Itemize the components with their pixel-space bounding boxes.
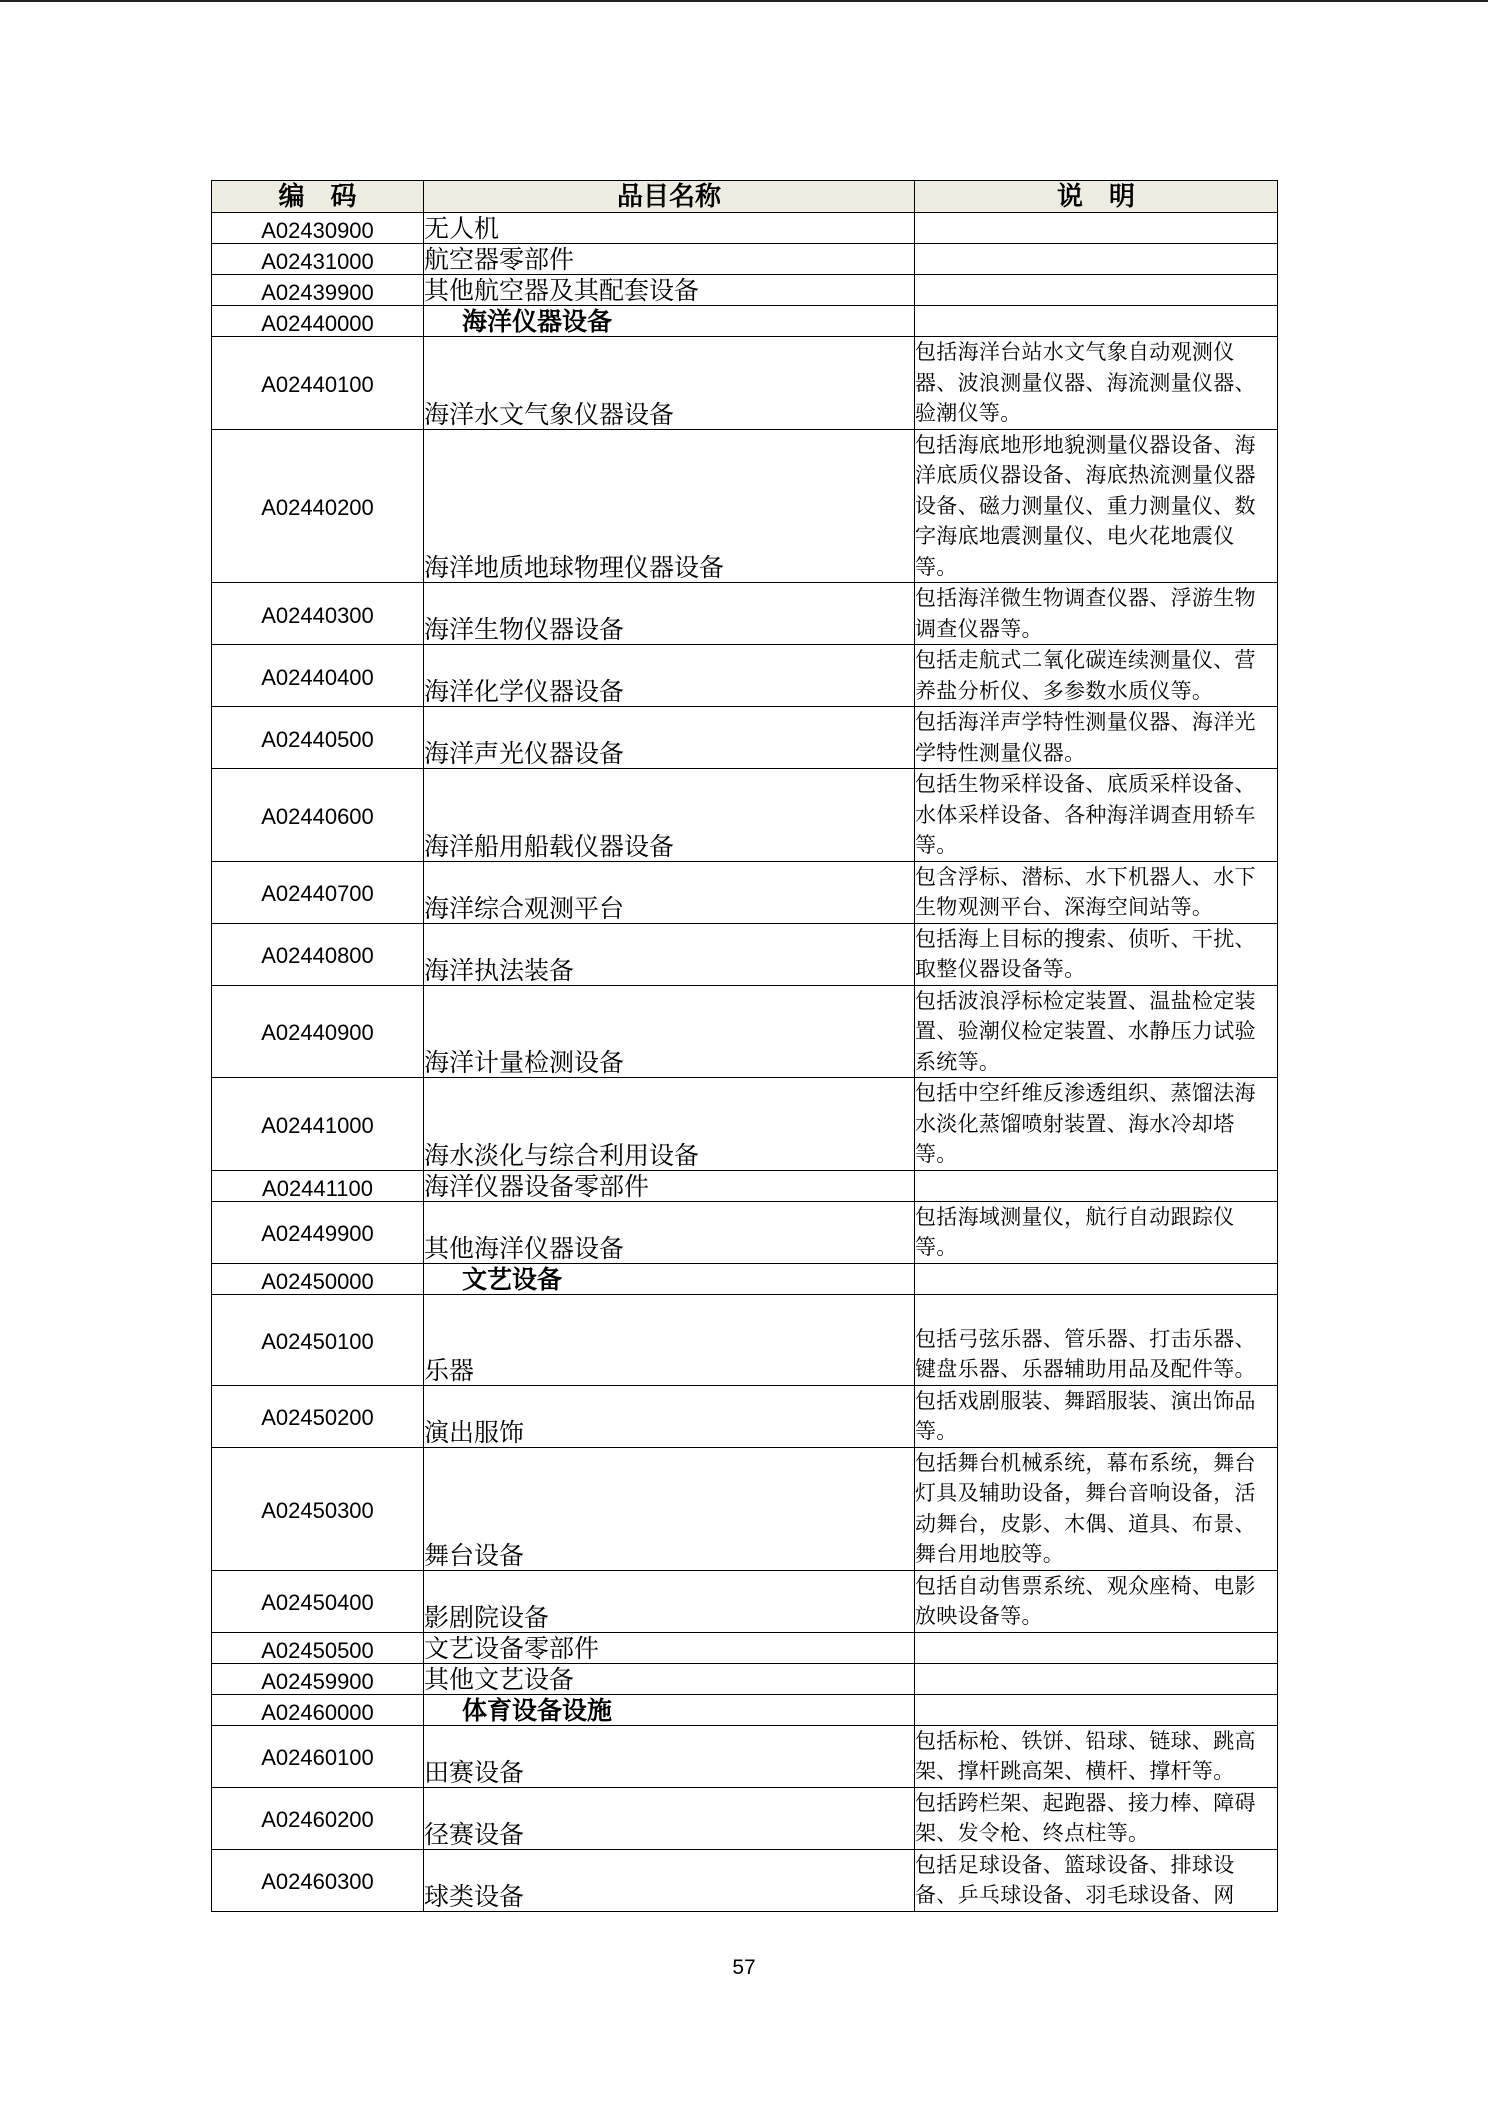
cell-category-name: 体育设备设施 [424, 1694, 915, 1725]
cell-code: A02450100 [212, 1294, 424, 1385]
cell-code: A02440900 [212, 985, 424, 1078]
cell-item-name: 无人机 [424, 213, 915, 244]
cell-code: A02440000 [212, 306, 424, 337]
cell-code: A02440800 [212, 923, 424, 985]
cell-code: A02460000 [212, 1694, 424, 1725]
cell-description [915, 306, 1278, 337]
cell-item-name: 海洋生物仪器设备 [424, 583, 915, 645]
catalog-table [211, 180, 1278, 1912]
cell-code: A02449900 [212, 1201, 424, 1263]
cell-description: 包括海域测量仪，航行自动跟踪仪等。 [915, 1201, 1278, 1263]
cell-code: A02450000 [212, 1263, 424, 1294]
cell-code: A02441000 [212, 1078, 424, 1171]
cell-description: 包括中空纤维反渗透组织、蒸馏法海水淡化蒸馏喷射装置、海水冷却塔等。 [915, 1078, 1278, 1171]
cell-code: A02440700 [212, 861, 424, 923]
cell-item-name: 航空器零部件 [424, 244, 915, 275]
cell-item-name: 海洋水文气象仪器设备 [424, 337, 915, 430]
cell-description: 包括走航式二氧化碳连续测量仪、营养盐分析仪、多参数水质仪等。 [915, 645, 1278, 707]
cell-item-name: 海洋声光仪器设备 [424, 707, 915, 769]
page-number: 57 [732, 1956, 756, 1979]
table-row [212, 1849, 1278, 1911]
cell-code: A02441100 [212, 1170, 424, 1201]
cell-code: A02440600 [212, 769, 424, 862]
cell-item-name: 影剧院设备 [424, 1570, 915, 1632]
cell-description [915, 213, 1278, 244]
cell-item-name: 海洋仪器设备零部件 [424, 1170, 915, 1201]
cell-description: 包括海底地形地貌测量仪器设备、海洋底质仪器设备、海底热流测量仪器设备、磁力测量仪、重力测量仪、数字海底地震测量仪、电火花地震仪等。 [915, 429, 1278, 583]
cell-code: A02440100 [212, 337, 424, 430]
table-row [212, 583, 1278, 645]
cell-item-name: 舞台设备 [424, 1447, 915, 1570]
cell-description: 包括生物采样设备、底质采样设备、水体采样设备、各种海洋调查用轿车等。 [915, 769, 1278, 862]
cell-description: 包括标枪、铁饼、铅球、链球、跳高架、撑杆跳高架、横杆、撑杆等。 [915, 1725, 1278, 1787]
table-row [212, 1201, 1278, 1263]
cell-description: 包括海洋声学特性测量仪器、海洋光学特性测量仪器。 [915, 707, 1278, 769]
header-item-name: 品目名称 [424, 181, 915, 213]
cell-category-name: 文艺设备 [424, 1263, 915, 1294]
table-row [212, 861, 1278, 923]
table-row [212, 1447, 1278, 1570]
cell-item-name: 海洋地质地球物理仪器设备 [424, 429, 915, 583]
cell-code: A02431000 [212, 244, 424, 275]
header-code: 编 码 [212, 181, 424, 213]
cell-item-name: 乐器 [424, 1294, 915, 1385]
header-description: 说 明 [915, 181, 1278, 213]
table-row [212, 645, 1278, 707]
cell-item-name: 海洋船用船载仪器设备 [424, 769, 915, 862]
cell-description [915, 244, 1278, 275]
cell-description: 包括戏剧服装、舞蹈服装、演出饰品等。 [915, 1385, 1278, 1447]
table-row [212, 1632, 1278, 1663]
table-row [212, 1078, 1278, 1171]
cell-item-name: 球类设备 [424, 1849, 915, 1911]
cell-description [915, 275, 1278, 306]
table-row [212, 1663, 1278, 1694]
cell-code: A02450400 [212, 1570, 424, 1632]
table-row [212, 429, 1278, 583]
cell-code: A02460200 [212, 1787, 424, 1849]
cell-code: A02439900 [212, 275, 424, 306]
cell-code: A02440200 [212, 429, 424, 583]
cell-description: 包括足球设备、篮球设备、排球设备、乒乓球设备、羽毛球设备、网 [915, 1849, 1278, 1911]
cell-code: A02440400 [212, 645, 424, 707]
table-row [212, 1170, 1278, 1201]
cell-item-name: 海洋计量检测设备 [424, 985, 915, 1078]
table-row [212, 1725, 1278, 1787]
table-row [212, 1787, 1278, 1849]
cell-description [915, 1663, 1278, 1694]
table-row [212, 275, 1278, 306]
cell-code: A02450200 [212, 1385, 424, 1447]
cell-description [915, 1694, 1278, 1725]
cell-code: A02440500 [212, 707, 424, 769]
cell-description: 包括海上目标的搜索、侦听、干扰、取整仪器设备等。 [915, 923, 1278, 985]
cell-description: 包括弓弦乐器、管乐器、打击乐器、键盘乐器、乐器辅助用品及配件等。 [915, 1294, 1278, 1385]
cell-code: A02460100 [212, 1725, 424, 1787]
cell-description: 包括海洋微生物调查仪器、浮游生物调查仪器等。 [915, 583, 1278, 645]
table-row [212, 1385, 1278, 1447]
cell-item-name: 其他文艺设备 [424, 1663, 915, 1694]
cell-description [915, 1263, 1278, 1294]
page-top-border [0, 0, 1488, 2]
cell-description: 包括波浪浮标检定装置、温盐检定装置、验潮仪检定装置、水静压力试验系统等。 [915, 985, 1278, 1078]
table-row [212, 1294, 1278, 1385]
cell-description [915, 1170, 1278, 1201]
cell-code: A02459900 [212, 1663, 424, 1694]
cell-item-name: 径赛设备 [424, 1787, 915, 1849]
table-header-row [212, 181, 1278, 213]
cell-code: A02440300 [212, 583, 424, 645]
cell-category-name: 海洋仪器设备 [424, 306, 915, 337]
table-row [212, 923, 1278, 985]
cell-description: 包括舞台机械系统，幕布系统，舞台灯具及辅助设备，舞台音响设备，活动舞台，皮影、木偶、道具、布景、舞台用地胶等。 [915, 1447, 1278, 1570]
table-row [212, 306, 1278, 337]
cell-item-name: 海水淡化与综合利用设备 [424, 1078, 915, 1171]
table-row [212, 1263, 1278, 1294]
table-row [212, 337, 1278, 430]
cell-description: 包含浮标、潜标、水下机器人、水下生物观测平台、深海空间站等。 [915, 861, 1278, 923]
table-row [212, 985, 1278, 1078]
table-row [212, 244, 1278, 275]
table-row [212, 707, 1278, 769]
table-row [212, 1570, 1278, 1632]
table-row [212, 1694, 1278, 1725]
cell-item-name: 海洋执法装备 [424, 923, 915, 985]
cell-description [915, 1632, 1278, 1663]
cell-item-name: 其他航空器及其配套设备 [424, 275, 915, 306]
cell-description: 包括跨栏架、起跑器、接力棒、障碍架、发令枪、终点柱等。 [915, 1787, 1278, 1849]
cell-code: A02430900 [212, 213, 424, 244]
cell-item-name: 其他海洋仪器设备 [424, 1201, 915, 1263]
cell-code: A02460300 [212, 1849, 424, 1911]
cell-item-name: 田赛设备 [424, 1725, 915, 1787]
table-row [212, 769, 1278, 862]
cell-item-name: 文艺设备零部件 [424, 1632, 915, 1663]
cell-code: A02450500 [212, 1632, 424, 1663]
cell-description: 包括海洋台站水文气象自动观测仪器、波浪测量仪器、海流测量仪器、验潮仪等。 [915, 337, 1278, 430]
cell-item-name: 海洋化学仪器设备 [424, 645, 915, 707]
cell-item-name: 海洋综合观测平台 [424, 861, 915, 923]
cell-description: 包括自动售票系统、观众座椅、电影放映设备等。 [915, 1570, 1278, 1632]
cell-item-name: 演出服饰 [424, 1385, 915, 1447]
cell-code: A02450300 [212, 1447, 424, 1570]
table-row [212, 213, 1278, 244]
